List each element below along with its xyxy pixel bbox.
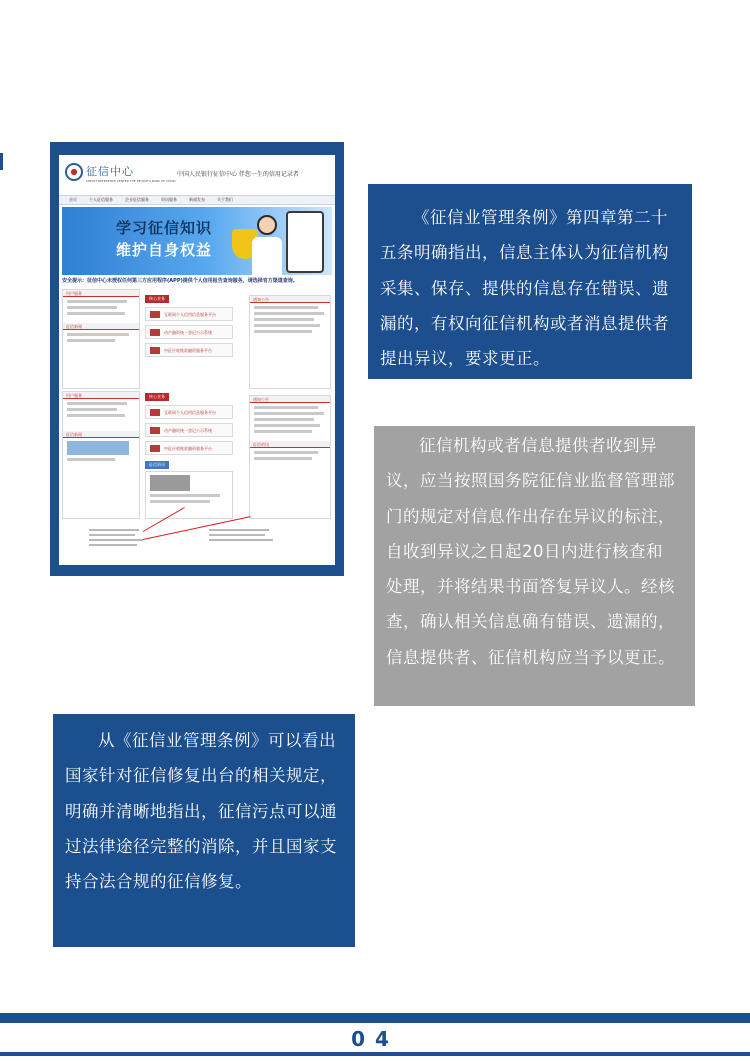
service-link: 互联网个人信用信息服务平台 [145, 405, 233, 419]
edge-accent-bar [0, 153, 3, 170]
phone-illustration [286, 211, 324, 273]
nav-item: 新闻发布 [189, 197, 205, 202]
banner-subtitle: 维护自身权益 [116, 241, 213, 259]
right-panel-upper [249, 295, 331, 389]
core-business-tab: 核心业务 [145, 393, 169, 401]
service-link: 动产融资统一登记公示系统 [145, 325, 233, 339]
nav-item: 个人征信服务 [89, 197, 113, 202]
person-head-illustration [257, 215, 277, 235]
service-link: 中征应收账款融资服务平台 [145, 441, 233, 455]
service-link: 动产融资统一登记公示系统 [145, 423, 233, 437]
site-slogan: 中国人民银行征信中心 伴您一生的信用记录者 [177, 171, 299, 178]
conclusion-text-box [53, 714, 355, 947]
nav-item: 首页 [69, 197, 77, 202]
service-link: 中征应收账款融资服务平台 [145, 343, 233, 357]
core-business-tab: 核心业务 [145, 295, 169, 303]
info-tab: 征信资讯 [145, 461, 169, 469]
person-illustration [252, 237, 282, 275]
banner-title: 学习征信知识 [116, 219, 213, 237]
screenshot-frame [50, 142, 344, 576]
credit-center-website-screenshot [59, 155, 335, 565]
left-panel-upper [62, 289, 140, 389]
nav-item: 资讯服务 [161, 197, 177, 202]
pboc-logo-icon [65, 163, 83, 181]
info-panel [145, 471, 233, 519]
panel-title: 征信新闻 [63, 431, 139, 438]
panel-title: 通知公告 [250, 396, 330, 403]
page-number: 04 [351, 1027, 399, 1051]
left-panel-lower [62, 391, 140, 519]
regulation-paragraph: 《征信业管理条例》第四章第二十五条明确指出，信息主体认为征信机构采集、保存、提供的信息存在错误、遗漏的，有权向征信机构或者消息提供者提出异议，要求更正。 [380, 208, 669, 369]
panel-title: 征信新闻 [63, 323, 139, 330]
panel-title: 征信资讯 [250, 441, 330, 448]
objection-process-text-box [374, 426, 695, 706]
objection-process-paragraph: 征信机构或者信息提供者收到异议，应当按照国务院征信业监督管理部门的规定对信息作出存在异议的标注，自收到异议之日起20日内进行核查和处理，并将结果书面答复异议人。经核查，确认相关信息确有错误、遗漏的，信息提供者、征信机构应当予以更正。 [386, 436, 675, 667]
site-banner [62, 207, 332, 275]
site-header [59, 155, 335, 195]
nav-item: 企业征信服务 [125, 197, 149, 202]
footer-bottom-line [0, 1052, 750, 1056]
security-notice: 安全提示：征信中心未授权任何第三方应用程序(APP)提供个人信用报告查询服务，请选择官方渠道查询。 [62, 278, 298, 284]
site-logo-english: CREDIT REFERENCE CENTER THE PEOPLE'S BANK OF CHINA [86, 179, 176, 183]
service-link: 互联网个人信用信息服务平台 [145, 307, 233, 321]
panel-title: 通知公告 [250, 296, 330, 303]
nav-item: 关于我们 [217, 197, 233, 202]
site-nav [59, 195, 335, 205]
right-panel-lower [249, 395, 331, 519]
panel-title: 用户服务 [63, 392, 139, 399]
conclusion-paragraph: 从《征信业管理条例》可以看出国家针对征信修复出台的相关规定，明确并清晰地指出，征信污点可以通过法律途径完整的消除，并且国家支持合法合规的征信修复。 [65, 731, 337, 892]
site-logo-text: 征信中心 [86, 165, 134, 178]
panel-title: 用户服务 [63, 290, 139, 297]
footer-bar [0, 1013, 750, 1023]
site-footer [59, 521, 335, 565]
regulation-text-box [368, 184, 692, 379]
